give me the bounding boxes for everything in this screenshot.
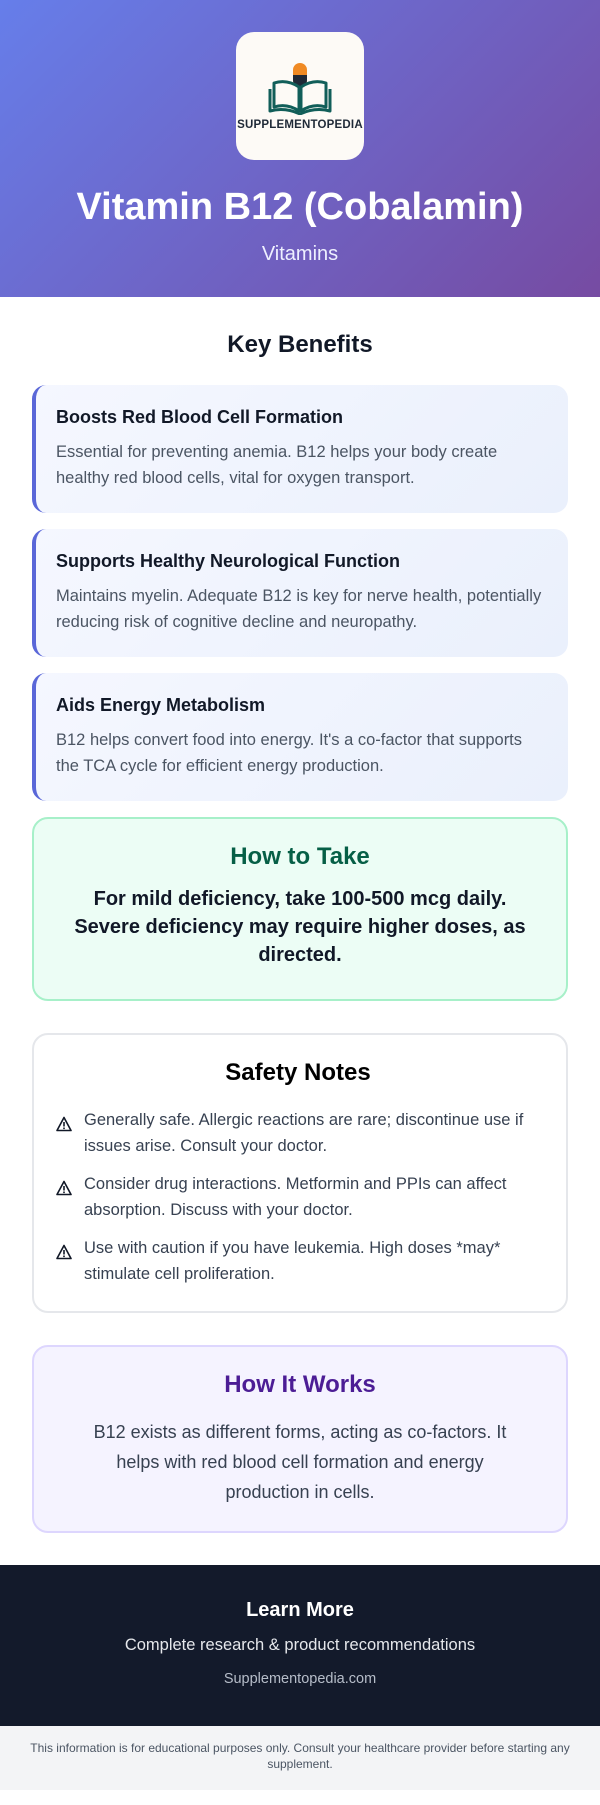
safety-item bbox=[56, 1171, 540, 1223]
safety-card bbox=[32, 1033, 568, 1313]
warning-icon bbox=[56, 1180, 72, 1196]
benefit-card bbox=[32, 385, 568, 513]
safety-item-text: Generally safe. Allergic reactions are rare; discontinue use if issues arise. Consult your doctor. bbox=[84, 1111, 524, 1155]
benefits-section bbox=[0, 297, 600, 801]
safety-item bbox=[56, 1235, 540, 1287]
brand-logo[interactable] bbox=[236, 32, 364, 160]
safety-heading: Safety Notes bbox=[225, 1059, 371, 1086]
dosage-text: For mild deficiency, take 100-500 mcg daily. Severe deficiency may require higher doses, as directed. bbox=[74, 888, 526, 966]
page-title: Vitamin B12 (Cobalamin) bbox=[76, 186, 524, 228]
benefit-title: Supports Healthy Neurological Function bbox=[56, 551, 401, 571]
benefit-title: Aids Energy Metabolism bbox=[56, 695, 266, 715]
warning-icon bbox=[56, 1116, 72, 1132]
book-pill-logo-icon bbox=[268, 61, 332, 115]
footer-subtext: Complete research & product recommendations bbox=[124, 1636, 476, 1654]
benefit-description: Essential for preventing anemia. B12 helps your body create healthy red blood cells, vital for oxygen transport. bbox=[56, 443, 498, 487]
safety-item-text: Consider drug interactions. Metformin and PPIs can affect absorption. Discuss with your doctor. bbox=[84, 1175, 507, 1219]
logo-wordmark: SUPPLEMENTOPEDIA bbox=[237, 119, 363, 131]
safety-item-text: Use with caution if you have leukemia. High doses *may* stimulate cell proliferation. bbox=[84, 1239, 501, 1283]
learn-more-footer bbox=[0, 1565, 600, 1726]
benefit-description: Maintains myelin. Adequate B12 is key for nerve health, potentially reducing risk of cognitive decline and neuropathy. bbox=[56, 587, 542, 631]
mechanism-heading: How It Works bbox=[224, 1371, 376, 1398]
hero-header bbox=[0, 0, 600, 297]
benefit-card bbox=[32, 529, 568, 657]
disclaimer-text: This information is for educational purposes only. Consult your healthcare provider before starting any supplement. bbox=[0, 1726, 600, 1790]
warning-icon bbox=[56, 1244, 72, 1260]
mechanism-text: B12 exists as different forms, acting as co-factors. It helps with red blood cell formation and energy production in cells. bbox=[93, 1422, 507, 1502]
footer-heading: Learn More bbox=[246, 1599, 354, 1621]
benefit-title: Boosts Red Blood Cell Formation bbox=[56, 407, 344, 427]
mechanism-card bbox=[32, 1345, 568, 1533]
safety-item bbox=[56, 1107, 540, 1159]
dosage-heading: How to Take bbox=[230, 843, 370, 870]
benefit-card bbox=[32, 673, 568, 801]
category-label: Vitamins bbox=[261, 243, 339, 265]
benefits-heading: Key Benefits bbox=[227, 331, 373, 358]
website-link[interactable]: Supplementopedia.com bbox=[223, 1671, 377, 1687]
benefit-description: B12 helps convert food into energy. It's a co-factor that supports the TCA cycle for efficient energy production. bbox=[56, 731, 523, 775]
dosage-card bbox=[32, 817, 568, 1001]
